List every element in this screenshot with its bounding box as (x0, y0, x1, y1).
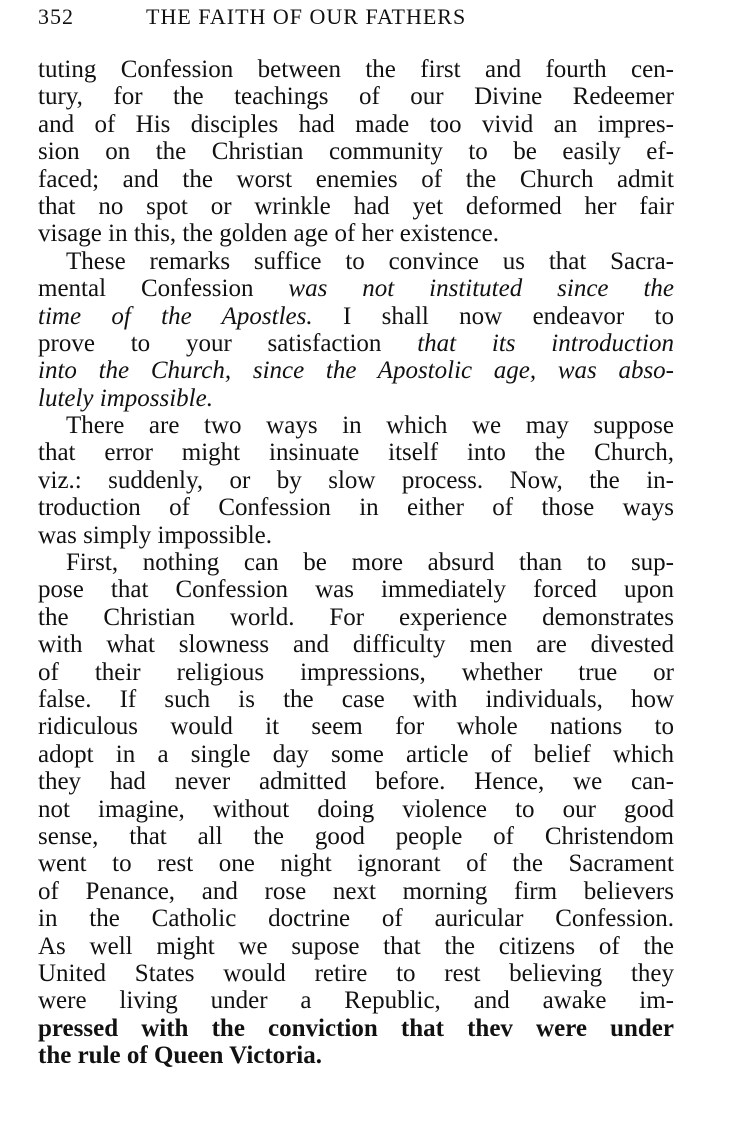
text-line (38, 823, 674, 850)
line-segment: of Penance, and rose next morning firm believers (38, 877, 674, 905)
text-line (38, 850, 674, 877)
line-segment: sense, that all the good people of Christendom (38, 822, 674, 850)
line-segment: they had never admitted before. Hence, we can- (38, 768, 674, 796)
text-line (38, 576, 674, 603)
text-line (38, 604, 674, 631)
line-segment: that no spot or wrinkle had yet deformed her fair (38, 192, 674, 220)
line-segment: tury, for the teachings of our Divine Redeemer (38, 83, 674, 111)
italic-segment: into the Church, since the Apostolic age, was abso- (38, 357, 674, 385)
text-line (38, 412, 674, 439)
text-line (38, 385, 674, 412)
text-line (38, 467, 674, 494)
page-number: 352 (38, 4, 74, 29)
italic-segment: lutely impossible. (38, 384, 213, 412)
line-segment: with what slowness and difficulty men are divested (38, 631, 674, 659)
line-segment: of their religious impressions, whether true or (38, 658, 674, 686)
running-header (38, 4, 698, 32)
line-segment: faced; and the worst enemies of the Church admit (38, 165, 674, 193)
text-line (38, 83, 674, 110)
text-line (38, 796, 674, 823)
line-segment: First, nothing can be more absurd than to sup- (66, 549, 674, 577)
line-segment: in the Catholic doctrine of auricular Confession. (38, 905, 674, 933)
line-segment: ridiculous would it seem for whole nations to (38, 713, 674, 741)
text-line (38, 303, 674, 330)
text-line (38, 878, 674, 905)
text-line (38, 56, 674, 83)
body-text (38, 56, 674, 1069)
text-line (38, 275, 674, 302)
text-line (38, 741, 674, 768)
text-line (38, 933, 674, 960)
italic-segment: that its introduction (417, 329, 674, 357)
line-segment: false. If such is the case with individuals, how (38, 685, 674, 713)
line-segment: viz.: suddenly, or by slow process. Now, the in- (38, 466, 674, 494)
line-segment: prove to your satisfaction (38, 329, 418, 357)
text-line (38, 987, 674, 1014)
text-line (38, 111, 674, 138)
line-segment: visage in this, the golden age of her existence. (38, 220, 499, 248)
italic-segment: was not instituted since the (288, 275, 674, 303)
text-line (38, 659, 674, 686)
line-segment: was simply impossible. (38, 521, 273, 549)
line-segment: tuting Confession between the first and fourth cen- (38, 56, 674, 83)
text-line (38, 713, 674, 740)
line-segment: adopt in a single day some article of belief which (38, 740, 674, 768)
line-segment: There are two ways in which we may suppose (66, 412, 674, 440)
text-line (38, 960, 674, 987)
line-segment: and of His disciples had made too vivid an impres- (38, 110, 674, 138)
text-line (38, 220, 674, 247)
text-line (38, 549, 674, 576)
line-segment: sion on the Christian community to be easily ef- (38, 138, 674, 166)
text-line (38, 166, 674, 193)
line-segment: the rule of Queen Victoria. (38, 1042, 322, 1070)
line-segment: not imagine, without doing violence to our good (38, 795, 674, 823)
line-segment: the Christian world. For experience demonstrates (38, 603, 674, 631)
text-line (38, 357, 674, 384)
line-segment: pressed with the conviction that thev were under (38, 1014, 674, 1042)
line-segment: went to rest one night ignorant of the Sacrament (38, 850, 674, 878)
text-line (38, 494, 674, 521)
text-line (38, 522, 674, 549)
text-line (38, 193, 674, 220)
text-line (38, 686, 674, 713)
line-segment: mental Confession (38, 275, 289, 303)
text-line (38, 248, 674, 275)
text-line (38, 138, 674, 165)
text-line (38, 768, 674, 795)
text-line (38, 1042, 674, 1069)
text-line (38, 439, 674, 466)
line-segment: that error might insinuate itself into the Church, (38, 439, 674, 467)
line-segment: United States would retire to rest believing they (38, 959, 674, 987)
line-segment: pose that Confession was immediately forced upon (38, 576, 674, 604)
text-line (38, 905, 674, 932)
running-title: THE FAITH OF OUR FATHERS (146, 4, 467, 29)
text-line (38, 330, 674, 357)
line-segment: were living under a Republic, and awake im- (38, 987, 674, 1015)
line-segment: troduction of Confession in either of those ways (38, 494, 674, 522)
line-segment: I shall now endeavor to (312, 302, 674, 330)
text-line (38, 631, 674, 658)
line-segment: As well might we supose that the citizens of the (38, 932, 674, 960)
line-segment: These remarks suffice to convince us that Sacra- (66, 247, 674, 275)
italic-segment: time of the Apostles. (38, 302, 313, 330)
text-line (38, 1015, 674, 1042)
